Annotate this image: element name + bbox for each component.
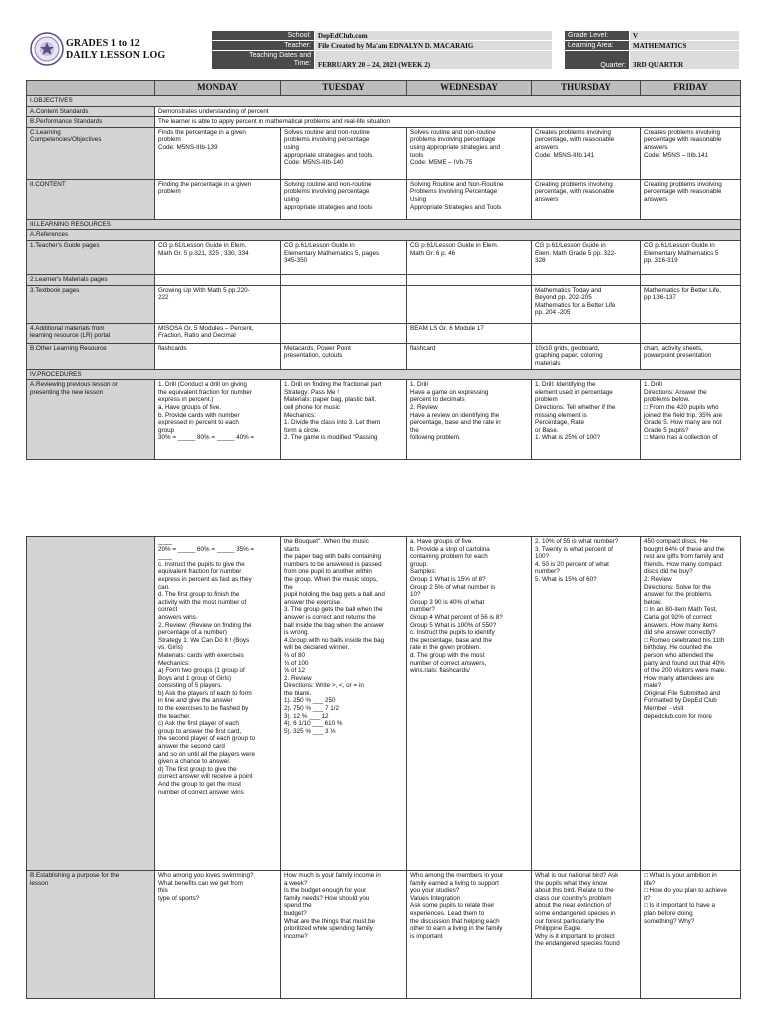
textbook-wednesday: [407, 285, 532, 323]
review-cont-wednesday: a. Have groups of five. b. Provide a strip of cartolina containing problem for each group. Samples: Group 1 What is 15% of 8? Group 2 5% of what number is 10? Group 3 90 is 40% of what number? Group 4 What percent of 56 is 8? Group 5 What is 100% of 550? c. Instruct the pupils to identify the percentage, base and the rate in the given problem. d. The group with the most number of correct answers, wins.rials: flashcards/: [407, 537, 532, 871]
purpose-friday: □ What is your ambition in life? □ How do you plan to achieve it? □ Is it important to have a plan before doing something? Why?: [641, 871, 741, 999]
review-cont-tuesday: the Bouquet". When the music starts the paper bag with balls containing numbers to be answered is passed from one pupil to another within the group. When the music stops, the pupil holding the bag gets a ball and answer the exercise. 3. The group gets the ball when the answer is correct and returns the ball inside the bag when the answer is wrong. 4.Group with no balls inside the bag will be declared winner. ⅔ of 80 ¾ of 100 ⅝ of 12 2. Review Directions: Write >, <, or = in the blank. 1). 250 % ___ 250 2). 750 % ___ 7 1/2 3). 12 % ___ 12 4). 6 1/10 ___ 610 % 5). 325 % ___ 3 ⅓: [281, 537, 407, 871]
grade-value: V: [630, 31, 740, 41]
textbook-row: [27, 285, 741, 323]
textbook-label: 3.Textbook pages: [27, 285, 155, 323]
tg-thursday: CG p.61/Lesson Guide in Elem. Math Grade 5 pp. 322- 328: [532, 240, 641, 274]
quarter-value: 3RD QUARTER: [630, 51, 740, 70]
lm-friday: [641, 274, 741, 285]
references-row: [27, 230, 741, 241]
other-resource-row: [27, 343, 741, 369]
day-friday: FRIDAY: [641, 81, 741, 96]
references-heading: A.References: [27, 230, 741, 241]
review-friday: 1. Drill Directions: Answer the problems below. □ From the 420 pupils who joined the field trip, 35% are Grade 5. How many are not Grade 5 pupils? □ Mario has a collection of: [641, 380, 741, 460]
review-wednesday: 1. Drill Have a game on expressing percent to decimals 2. Review Have a review on identifying the percentage, base and the rate in the following problem.: [407, 380, 532, 460]
deped-seal-icon: [30, 32, 64, 66]
day-tuesday: TUESDAY: [281, 81, 407, 96]
competencies-row: [27, 127, 741, 179]
competencies-monday: Finds the percentage in a given problem Code: M5NS-IIIb-139: [155, 127, 281, 179]
review-cont-thursday: 2. 10% of 55 is what number? 3. Twenty is what percent of 100? 4. 50 is 20 percent of what number? 5. What is 15% of 60?: [532, 537, 641, 871]
teacher-value: File Created by Ma'am EDNALYN D. MACARAIG: [315, 41, 553, 51]
performance-standards-row: [27, 117, 741, 128]
content-friday: Creating problems involving percentage with reasonable answers: [641, 179, 741, 219]
other-resource-label: B.Other Learning Resource: [27, 343, 155, 369]
teachers-guide-row: [27, 240, 741, 274]
document-title: [66, 38, 165, 62]
content-thursday: Creating problems involving percentage, with reasonable answers: [532, 179, 641, 219]
objectives-heading: I.OBJECTIVES: [27, 96, 741, 107]
tg-wednesday: CG p.61/Lesson Guide in Elem. Math Gr. 6 p. 46: [407, 240, 532, 274]
review-thursday: 1. Drill: Identifying the element used in percentage problem Directions: Tell whether if the missing element is Percentage, Rate or Base. 1. What is 25% of 100?: [532, 380, 641, 460]
procedures-row: [27, 369, 741, 380]
competencies-wednesday: Solves routine and non-routine problems involving percentage using appropriate strategies and tools Code: M5ME – IVb-75: [407, 127, 532, 179]
content-label: II.CONTENT: [27, 179, 155, 219]
school-value: DepEdClub.com: [315, 31, 553, 41]
lm-thursday: [532, 274, 641, 285]
textbook-monday: Growing Up With Math 5 pp.220- 222: [155, 285, 281, 323]
day-wednesday: WEDNESDAY: [407, 81, 532, 96]
textbook-thursday: Mathematics Today and Beyond pp. 202-205 Mathematics for a Better Life pp. 204 -205: [532, 285, 641, 323]
review-continued-label: [27, 537, 155, 871]
teachers-guide-label: 1.Teacher's Guide pages: [27, 240, 155, 274]
header-meta-left: [211, 30, 553, 70]
day-thursday: THURSDAY: [532, 81, 641, 96]
title-line-1: GRADES 1 to 12: [66, 38, 140, 49]
lr-monday: MISOSA Gr. 5 Modules – Percent, Fraction, Ratio and Decimal: [155, 323, 281, 343]
other-monday: flashcards: [155, 343, 281, 369]
lm-tuesday: [281, 274, 407, 285]
content-tuesday: Solving routine and non-routine problems involving percentage using appropriate strategies and tools: [281, 179, 407, 219]
blank-header: [27, 81, 155, 96]
tg-tuesday: CG p.61/Lesson Guide in Elementary Mathematics 5, pages 345-350: [281, 240, 407, 274]
tg-monday: CG p.61/Lesson Guide in Elem. Math Gr. 5 p.321, 325 , 330, 334: [155, 240, 281, 274]
procedures-heading: IV.PROCEDURES: [27, 369, 741, 380]
content-monday: Finding the percentage in a given problem: [155, 179, 281, 219]
lm-wednesday: [407, 274, 532, 285]
other-friday: chart, activity sheets, powerpoint presentation: [641, 343, 741, 369]
lr-tuesday: [281, 323, 407, 343]
resources-heading: III.LEARNING RESOURCES: [27, 219, 741, 230]
header-meta-right: [564, 30, 740, 70]
resources-row: [27, 219, 741, 230]
performance-standards-label: B.Performance Standards: [27, 117, 155, 128]
review-continued-row: [27, 537, 741, 871]
lesson-log-table-page2: [26, 536, 741, 999]
lesson-log-table-page1: [26, 80, 741, 460]
purpose-thursday: What is our national bird? Ask the pupils what they know about this bird. Relate to the class our country's problem about the near extinction of some endangered species in our forest particularly the Philippine Eagle. Why is it important to protect the endangered species found: [532, 871, 641, 999]
dates-label-line2: Time:: [293, 60, 311, 67]
teacher-label: Teacher:: [212, 41, 315, 51]
lr-friday: [641, 323, 741, 343]
lr-portal-label: 4.Additional materials from learning resource (LR) portal: [27, 323, 155, 343]
review-cont-friday: 450 compact discs. He bought 64% of these and the rest are gifts from family and friends. How many compact discs did he buy? 2. Review Directions: Solve for the answer for the problems below. □ In an 80-item Math Test, Carla got 92% of correct answers. How many items did she answer correctly? □ Romeo celebrated his 11th birthday. He counted the person who attended the party and found out that 40% of the 200 visitors were male. How many attendees are male? Original File Submitted and Formatted by DepEd Club Member - visit depedclub.com for more: [641, 537, 741, 871]
document-header: [26, 30, 740, 72]
review-cont-monday: ____ 20% = _____ 60% = _____ 35% = ____ c. Instruct the pupils to give the equivalent fraction for number express in percent as fast as they can. d. The first group to finish the activity with the most number of correct answers wins. 2. Review: (Review on finding the percentage of a number) Strategy 1: We Can Do It ! (Boys vs. Girls) Materials: cards with exercises Mechanics: a) Form two groups (1 group of Boys and 1 group of Girls) consisting of 5 players. b) Ask the players of each to form in line and give the answer to the exercises to be flashed by the teacher. c) Ask the first player of each group to answer the first card, the second player of each group to answer the second card and so on until all the players were given a chance to answer. d) The first group to give the correct answer will receive a point And the group to get the most number of correct answer wins: [155, 537, 281, 871]
area-value: MATHEMATICS: [630, 41, 740, 51]
review-row: [27, 380, 741, 460]
dates-label: [212, 51, 315, 70]
lr-thursday: [532, 323, 641, 343]
day-header-row: [27, 81, 741, 96]
review-tuesday: 1. Drill on finding the fractional part Strategy: Pass Me ! Materials: paper bag, plastic ball, cell phone for music Mechanics: 1. Divide the class into 3. Let them form a circle. 2. The game is modified "Passing: [281, 380, 407, 460]
competencies-tuesday: Solves routine and non-routine problems involving percentage using appropriate strategies and tools. Code: M5NS-IIIb-140: [281, 127, 407, 179]
content-standards-text: Demonstrates understanding of percent: [155, 106, 741, 117]
day-monday: MONDAY: [155, 81, 281, 96]
grade-label: Grade Level:: [565, 31, 630, 41]
review-monday: 1. Drill (Conduct a drill on giving the equivalent fraction for number express in percent.) a. Have groups of five. b. Provide cards with number expressed in percent to each group 30% = _____ 80% = _____ 40% =: [155, 380, 281, 460]
purpose-label: B.Establishing a purpose for the lesson: [27, 871, 155, 999]
tg-friday: CG p.61/Lesson Guide in Elementary Mathematics 5 pp. 316-319: [641, 240, 741, 274]
review-label: A.Reviewing previous lesson or presenting the new lesson: [27, 380, 155, 460]
lr-wednesday: BEAM LS Gr. 6 Module 17: [407, 323, 532, 343]
competencies-thursday: Creates problems involving percentage, with reasonable answers Code: M5NS-IIIb.141: [532, 127, 641, 179]
purpose-monday: Who among you loves swimming? What benefits can we get from this type of sports?: [155, 871, 281, 999]
purpose-row: [27, 871, 741, 999]
lr-portal-row: [27, 323, 741, 343]
purpose-wednesday: Who among the members in your family earned a living to support you your studies? Values Integration Ask some pupils to relate their experiences. Lead them to the discussion that helping each other to earn a living in the family is important: [407, 871, 532, 999]
other-wednesday: flashcard: [407, 343, 532, 369]
performance-standards-text: The learner is able to apply percent in mathematical problems and real-life situation: [155, 117, 741, 128]
title-line-2: DAILY LESSON LOG: [66, 50, 166, 61]
school-label: School:: [212, 31, 315, 41]
competencies-label: C.Learning Competencies/Objectives: [27, 127, 155, 179]
objectives-row: [27, 96, 741, 107]
other-thursday: 10x10 grids, geoboard, graphing paper, coloring materials: [532, 343, 641, 369]
learners-materials-label: 2.Learner's Materials pages: [27, 274, 155, 285]
textbook-tuesday: [281, 285, 407, 323]
content-wednesday: Solving Routine and Non-Routine Problems Involving Percentage Using Appropriate Strategies and Tools: [407, 179, 532, 219]
area-label: Learning Area:: [565, 41, 630, 51]
quarter-label: Quarter:: [565, 51, 630, 70]
lm-monday: [155, 274, 281, 285]
purpose-tuesday: How much is your family income in a week? Is the budget enough for your family needs? How should you spend the budget? What are the things that must be prioritized while spending family income?: [281, 871, 407, 999]
dates-label-line1: Teaching Dates and: [249, 52, 311, 59]
content-standards-label: A.Content Standards: [27, 106, 155, 117]
learners-materials-row: [27, 274, 741, 285]
textbook-friday: Mathematics for Better Life, pp 136-137: [641, 285, 741, 323]
other-tuesday: Metacards, Power Point presentation, cutouts: [281, 343, 407, 369]
content-row: [27, 179, 741, 219]
content-standards-row: [27, 106, 741, 117]
dates-value: FEBRUARY 20 – 24, 2023 (WEEK 2): [315, 51, 553, 70]
competencies-friday: Creates problems involving percentage with reasonable answers Code: M5NS – IIIb.141: [641, 127, 741, 179]
